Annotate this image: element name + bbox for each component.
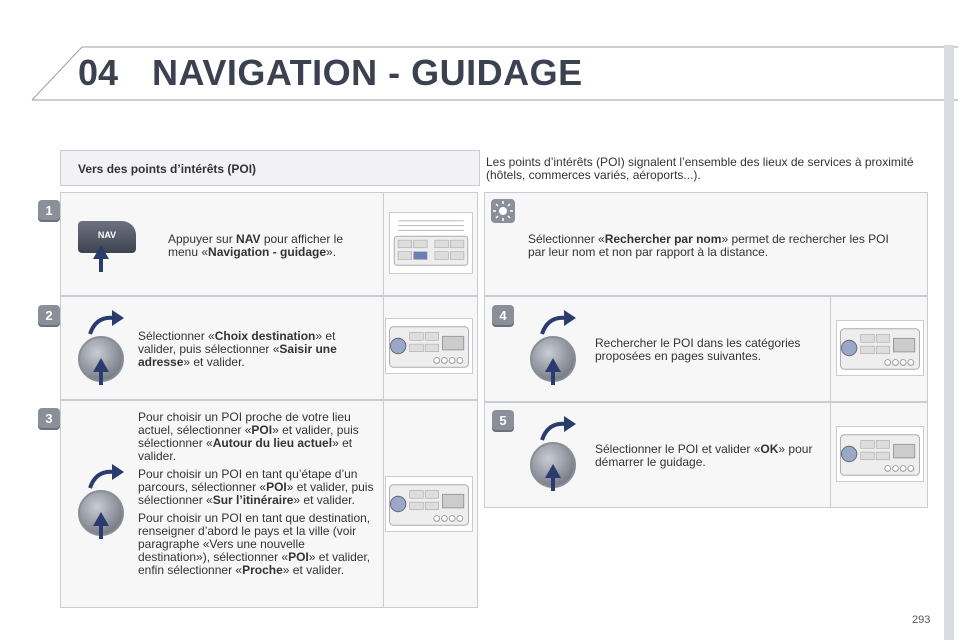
arrow-stem	[99, 525, 103, 539]
arrow-up-icon	[93, 358, 109, 372]
curved-arrow-icon	[86, 308, 126, 338]
arrow-stem	[99, 258, 103, 272]
step-badge-1: 1	[38, 200, 60, 222]
step-3-text: Pour choisir un POI proche de votre lieu actuel, sélectionner «POI» et valider, puis sélectionner «Autour du lieu actuel» et valider. Pour choisir un POI en tant qu’étape d’un parcours, sélectionner «POI» et valider, puis sélectionner «Sur l’itinéraire» et valider. Pour choisir un POI en tant que destination, renseigner d’abord le pays et la ville (voir paragraphe «Vers une nouvelle destination»), sélectionner «POI» et valider, enfin sélectionner «Proche» et valider.	[138, 410, 374, 577]
device-panel-icon	[385, 318, 473, 374]
curved-arrow-icon	[538, 308, 578, 338]
arrow-stem	[99, 371, 103, 385]
page-number: 293	[912, 614, 931, 626]
tip-text: Sélectionner «Rechercher par nom» permet de rechercher les POI par leur nom et non par rapport à la distance.	[528, 232, 889, 259]
side-bar	[944, 45, 954, 640]
divider	[830, 296, 831, 508]
device-panel-icon	[385, 476, 473, 532]
step-1-text: Appuyer sur NAV pour afficher le menu «Navigation - guidage».	[168, 232, 343, 259]
lightbulb-icon	[490, 198, 516, 224]
step-2-text: Sélectionner «Choix destination» et valider, puis sélectionner «Saisir une adresse» et valider.	[138, 329, 337, 369]
arrow-up-icon	[545, 358, 561, 372]
device-panel-icon	[836, 426, 924, 482]
chapter-number: 04	[78, 52, 119, 93]
arrow-stem	[551, 477, 555, 491]
page-title: NAVIGATION - GUIDAGE	[152, 52, 583, 93]
section-title: Vers des points d’intérêts (POI)	[78, 162, 257, 176]
step-5-text: Sélectionner le POI et valider «OK» pour démarrer le guidage.	[595, 442, 813, 469]
arrow-up-icon	[93, 245, 109, 259]
intro-text: Les points d’intérêts (POI) signalent l’ensemble des lieux de services à proximité (hôtels, commerces variés, aéroports...).	[486, 155, 914, 182]
arrow-up-icon	[545, 464, 561, 478]
nav-button-icon: NAV	[78, 221, 136, 253]
step-badge-5: 5	[492, 410, 514, 432]
divider	[383, 192, 384, 608]
step-badge-4: 4	[492, 305, 514, 327]
step-4-text: Rechercher le POI dans les catégories proposées en pages suivantes.	[595, 336, 801, 363]
step-badge-2: 2	[38, 305, 60, 327]
curved-arrow-icon	[538, 414, 578, 444]
step-badge-3: 3	[38, 408, 60, 430]
arrow-stem	[551, 371, 555, 385]
device-panel-icon	[389, 212, 473, 274]
arrow-up-icon	[93, 512, 109, 526]
device-panel-icon	[836, 320, 924, 376]
curved-arrow-icon	[86, 462, 126, 492]
